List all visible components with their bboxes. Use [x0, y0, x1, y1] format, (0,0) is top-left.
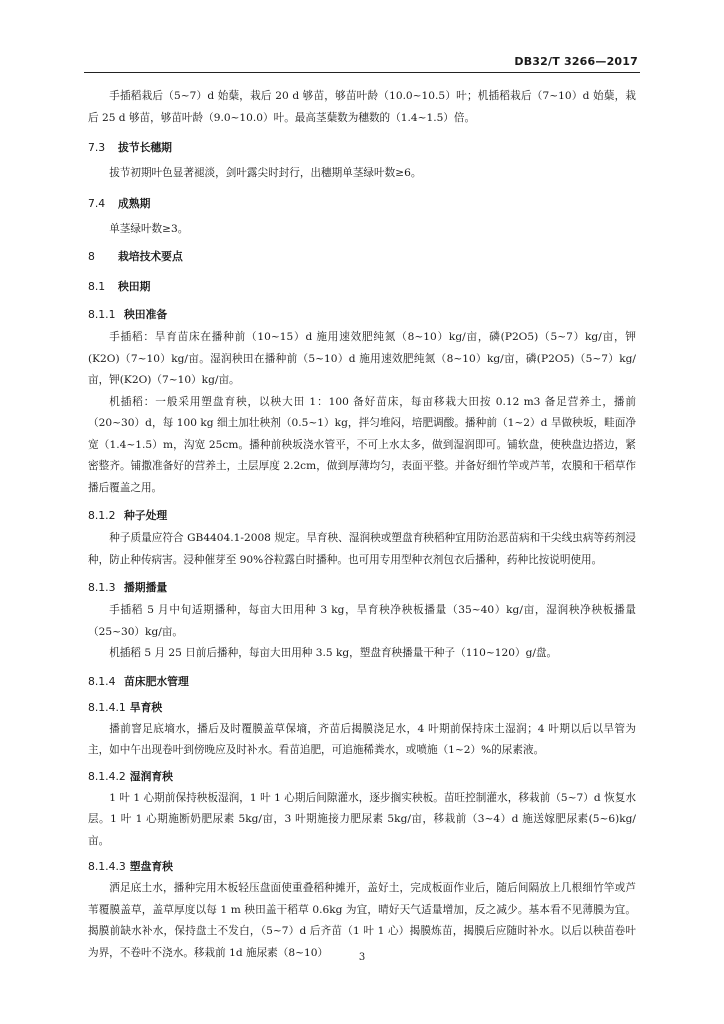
- paragraph: 1 叶 1 心期前保持秧板湿润，1 叶 1 心期后间隙灌水，逐步搁实秧板。苗旺控制灌水，移栽前（5~7）d 恢复水层。1 叶 1 心期施断奶肥尿素 5kg/亩，3 叶期施接力肥尿素 5kg/亩，移栽前（3~4）d 施送嫁肥尿素(5~6)kg/亩。: [88, 791, 636, 847]
- section-heading: [88, 276, 636, 298]
- section-title: 秧田准备: [124, 308, 168, 321]
- section-number: 8.1.1: [88, 308, 116, 321]
- section-number: 8.1.2: [88, 509, 116, 522]
- section-heading: [88, 856, 636, 878]
- paragraph: 种子质量应符合 GB4404.1-2008 规定。旱育秧、湿润秧或塑盘育秧稻种宜用防治恶苗病和干尖线虫病等药剂浸种，防止种传病害。浸种催芽至 90%谷粒露白时播种。也可用专用型种衣剂包衣后播种，药种比按说明使用。: [88, 532, 636, 566]
- section-heading: [88, 193, 636, 215]
- paragraph: 机插稻 5 月 25 日前后播种，每亩大田用种 3.5 kg，塑盘育秧播量干种子（110~120）g/盘。: [109, 647, 558, 659]
- paragraph: 手插稻 5 月中旬适期播种，每亩大田用种 3 kg，旱育秧净秧板播量（35~40）kg/亩，湿润秧净秧板播量（25~30）kg/亩。: [88, 604, 636, 638]
- section-title: 种子处理: [124, 509, 168, 522]
- section-title: 秧田期: [118, 280, 151, 293]
- section-heading: [88, 137, 636, 159]
- section-title: 塑盘育秧: [129, 860, 173, 873]
- section-heading: [88, 671, 636, 693]
- paragraph: 手插稻栽后（5~7）d 始蘖，栽后 20 d 够苗，够苗叶龄（10.0~10.5）叶；机插稻栽后（7~10）d 始蘖，栽后 25 d 够苗，够苗叶龄（9.0~10.0）叶。最高茎蘖数为穗数的（1.4~1.5）倍。: [88, 90, 636, 124]
- section-number: 8.1.4.3: [88, 860, 126, 873]
- paragraph: 手插稻：旱育苗床在播种前（10~15）d 施用速效肥纯氮（8~10）kg/亩，磷(P2O5)（5~7）kg/亩，钾(K2O)（7~10）kg/亩。湿润秧田在播种前（5~10）d 施用速效肥纯氮（8~10）kg/亩，磷(P2O5)（5~7）kg/亩，钾(K2O)（7~10）kg/亩。: [88, 331, 636, 386]
- section-number: 7.4: [88, 196, 106, 210]
- section-heading: [88, 304, 636, 326]
- section-title: 苗床肥水管理: [124, 674, 189, 688]
- section-number: 8.1.4: [88, 674, 116, 688]
- section-heading: [88, 577, 636, 599]
- section-heading: [88, 246, 636, 268]
- paragraph: 拔节初期叶色显著褪淡，剑叶露尖时封行，出穗期单茎绿叶数≥6。: [109, 167, 422, 179]
- section-number: 8.1.3: [88, 581, 116, 594]
- section-title: 成熟期: [118, 196, 151, 210]
- section-number: 8.1.4.1: [88, 700, 126, 714]
- section-title: 旱育秧: [129, 700, 163, 714]
- page-body: [88, 86, 636, 964]
- section-number: 8.1: [88, 280, 106, 293]
- header-rule: [84, 72, 640, 73]
- standard-code: DB32/T 3266—2017: [514, 55, 638, 68]
- paragraph: 单茎绿叶数≥3。: [109, 222, 189, 235]
- section-title: 拔节长穗期: [118, 141, 172, 154]
- section-title: 栽培技术要点: [118, 250, 183, 263]
- page-number: 3: [358, 952, 366, 963]
- section-heading: [88, 697, 636, 719]
- paragraph: 洒足底土水，播种完用木板轻压盘面使重叠稻种摊开，盖好土，完成板面作业后，随后间隔放上几根细竹竿或芦苇覆膜盖草，盖草厚度以每 1 m 秧田盖干稻草 0.6kg 为宜，晴好天气适量增加，反之减少。基本看不见薄膜为宜。揭膜前缺水补水，保持盘土不发白，（5~7）d 后齐苗（1 叶 1 心）揭膜炼苗，揭膜后应随时补水。以后以秧苗卷叶为界，不卷叶不浇水。移栽前 1d 施尿素（8~10）: [88, 882, 636, 959]
- paragraph: 机插稻：一般采用塑盘育秧，以秧大田 1：100 备好苗床，每亩移栽大田按 0.12 m3 备足营养土，播前（20~30）d，每 100 kg 细土加壮秧剂（0.5~1）kg，拌匀堆闷，培肥调酸。播种前（1~2）d 旱做秧坂，畦面净宽（1.4~1.5）m，沟宽 25cm。播种前秧坂浇水管平，不可上水太多，做到湿润即可。铺软盘，使秧盘边搭边，紧密整齐。铺撒准备好的营养土，土层厚度 2.2cm，做到厚薄均匀，表面平整。并备好细竹竿或芦苇，农膜和干稻草作播后覆盖之用。: [88, 395, 636, 494]
- section-number: 8.1.4.2: [88, 769, 126, 783]
- section-number: 8: [88, 250, 95, 263]
- section-title: 播期播量: [124, 581, 168, 594]
- section-heading: [88, 766, 636, 788]
- paragraph: 播前窨足底墒水，播后及时覆膜盖草保墒，齐苗后揭膜浇足水，4 叶期前保持床土湿润；4 叶期以后以旱管为主，如中午出现卷叶到傍晚应及时补水。看苗追肥，可追施稀粪水，或喷施（1~2）%的尿素液。: [88, 722, 636, 756]
- section-title: 湿润育秧: [129, 769, 173, 783]
- section-number: 7.3: [88, 141, 106, 154]
- section-heading: [88, 505, 636, 527]
